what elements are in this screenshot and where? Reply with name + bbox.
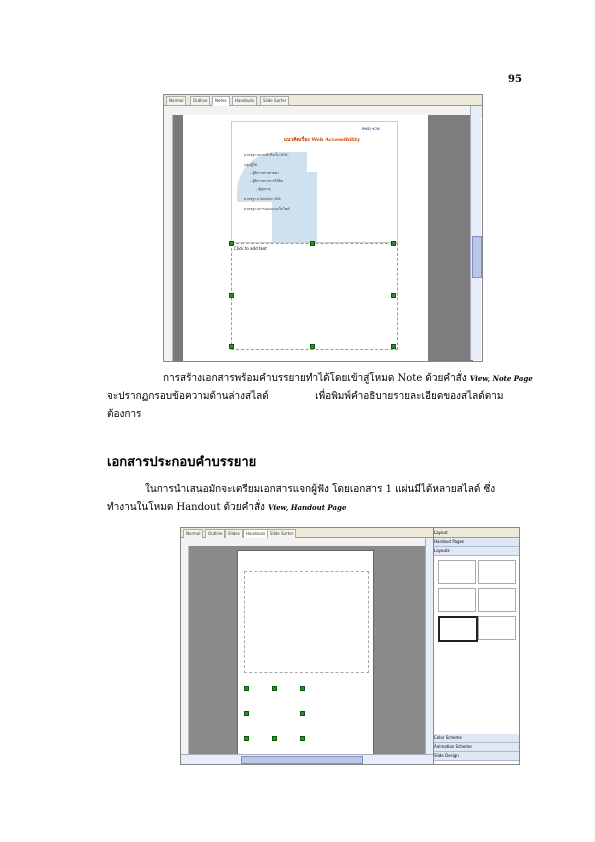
slide-bullet: - ผู้พิการทางสายตา <box>250 171 280 175</box>
layout-option-selected[interactable] <box>438 616 478 642</box>
view-tab-bar <box>164 95 482 106</box>
notes-page-screenshot <box>163 94 483 362</box>
view-tab-bar <box>181 528 433 538</box>
slide-bullet: กลุ่มผู้ใช้ <box>244 163 257 167</box>
resize-handle[interactable] <box>244 736 249 741</box>
pane-section[interactable]: Layouts <box>434 547 520 556</box>
paragraph-text: ทำงานในโหมด Handout ด้วยคำสั่ง <box>107 502 265 513</box>
gray-area <box>429 115 473 361</box>
resize-handle[interactable] <box>272 686 277 691</box>
resize-handle[interactable] <box>391 293 396 298</box>
task-pane <box>433 528 520 764</box>
resize-handle[interactable] <box>229 344 234 349</box>
layout-option[interactable] <box>478 616 516 640</box>
resize-handle[interactable] <box>300 736 305 741</box>
vertical-ruler <box>181 546 189 754</box>
vertical-ruler <box>164 115 173 361</box>
pane-section[interactable]: Color Scheme <box>434 734 520 743</box>
tab-normal[interactable]: Normal <box>166 96 186 106</box>
layout-option[interactable] <box>438 560 476 584</box>
paragraph-line <box>107 499 346 517</box>
tab-handouts[interactable]: Handouts <box>232 96 257 106</box>
resize-handle[interactable] <box>300 686 305 691</box>
workspace <box>189 546 425 754</box>
resize-handle[interactable] <box>310 344 315 349</box>
layout-option[interactable] <box>478 560 516 584</box>
scroll-thumb[interactable] <box>241 756 363 764</box>
tab-outline[interactable]: Outline <box>205 529 225 539</box>
notes-placeholder[interactable] <box>231 243 398 350</box>
note-page <box>183 115 428 361</box>
notes-placeholder-label: Click to add text <box>234 246 267 251</box>
resize-handle[interactable] <box>244 711 249 716</box>
workspace <box>173 115 473 361</box>
paragraph-text: การสร้างเอกสารพร้อมคำบรรยายทำได้โดยเข้าสู่โหมด Note ด้วยคำสั่ง <box>163 373 467 384</box>
resize-handle[interactable] <box>229 293 234 298</box>
slide-bullet: มาตรฐานการออกแบบเว็บไซต์ <box>244 207 290 211</box>
scroll-thumb[interactable] <box>472 236 482 278</box>
paragraph-text: จะปรากฏกรอบข้อความด้านล่างสไลด์ <box>107 391 269 402</box>
resize-handle[interactable] <box>310 241 315 246</box>
horizontal-scrollbar[interactable] <box>181 754 433 764</box>
resize-handle[interactable] <box>229 241 234 246</box>
tab-handouts[interactable]: Handouts <box>243 529 268 539</box>
task-pane-title: Layout <box>434 528 520 538</box>
slide-placeholder[interactable] <box>244 571 369 673</box>
resize-handle[interactable] <box>391 241 396 246</box>
menu-command: View, Handout Page <box>268 503 347 512</box>
tab-slide-sorter[interactable]: Slide Sorter <box>260 96 289 106</box>
tab-slides[interactable]: Slides <box>225 529 243 539</box>
tab-slide-sorter[interactable]: Slide Sorter <box>267 529 296 539</box>
paragraph-line <box>107 388 522 406</box>
paragraph-line: ต้องการ <box>107 409 142 420</box>
pane-section[interactable]: Slide Design <box>434 752 520 761</box>
resize-handle[interactable] <box>391 344 396 349</box>
resize-handle[interactable] <box>300 711 305 716</box>
tab-notes[interactable]: Notes <box>212 96 230 106</box>
slide-title: แนวคิดเรื่อง Web Accessibility <box>283 137 361 143</box>
handout-page <box>237 550 374 756</box>
layout-option[interactable] <box>438 588 476 612</box>
tab-normal[interactable]: Normal <box>183 529 203 539</box>
vertical-scrollbar[interactable] <box>470 106 481 360</box>
slide-logo: PSU-CN <box>362 126 380 131</box>
pane-section[interactable]: Handout Pages <box>434 538 520 547</box>
tab-outline[interactable]: Outline <box>190 96 210 106</box>
page-number: 95 <box>508 74 522 85</box>
slide-bullet: มาตรฐาน Section 508 <box>244 197 281 201</box>
paragraph-line: ในการนำเสนอมักจะเตรียมเอกสารแจกผู้ฟัง โดยเอกสาร 1 แผ่นมีได้หลายสไลด์ ซึ่ง <box>145 484 496 495</box>
slide-bullet: มาตรฐานการเข้าถึงเว็บ W3C <box>244 153 289 157</box>
menu-command: View, Note Page <box>469 374 533 383</box>
section-heading: เอกสารประกอบคำบรรยาย <box>107 455 257 470</box>
paragraph-line <box>163 370 533 388</box>
layout-option[interactable] <box>478 588 516 612</box>
slide-bullet: - ผู้พิการทางการได้ยิน <box>250 179 284 183</box>
pane-section[interactable]: Animation Scheme <box>434 743 520 752</box>
slide-bullet: - ผู้สูงอายุ <box>256 187 271 191</box>
handout-screenshot <box>180 527 520 765</box>
resize-handle[interactable] <box>272 736 277 741</box>
slide-thumbnail[interactable] <box>231 121 398 243</box>
paragraph-text: เพื่อพิมพ์คำอธิบายรายละเอียดของสไลด์ตาม <box>315 391 504 402</box>
resize-handle[interactable] <box>244 686 249 691</box>
